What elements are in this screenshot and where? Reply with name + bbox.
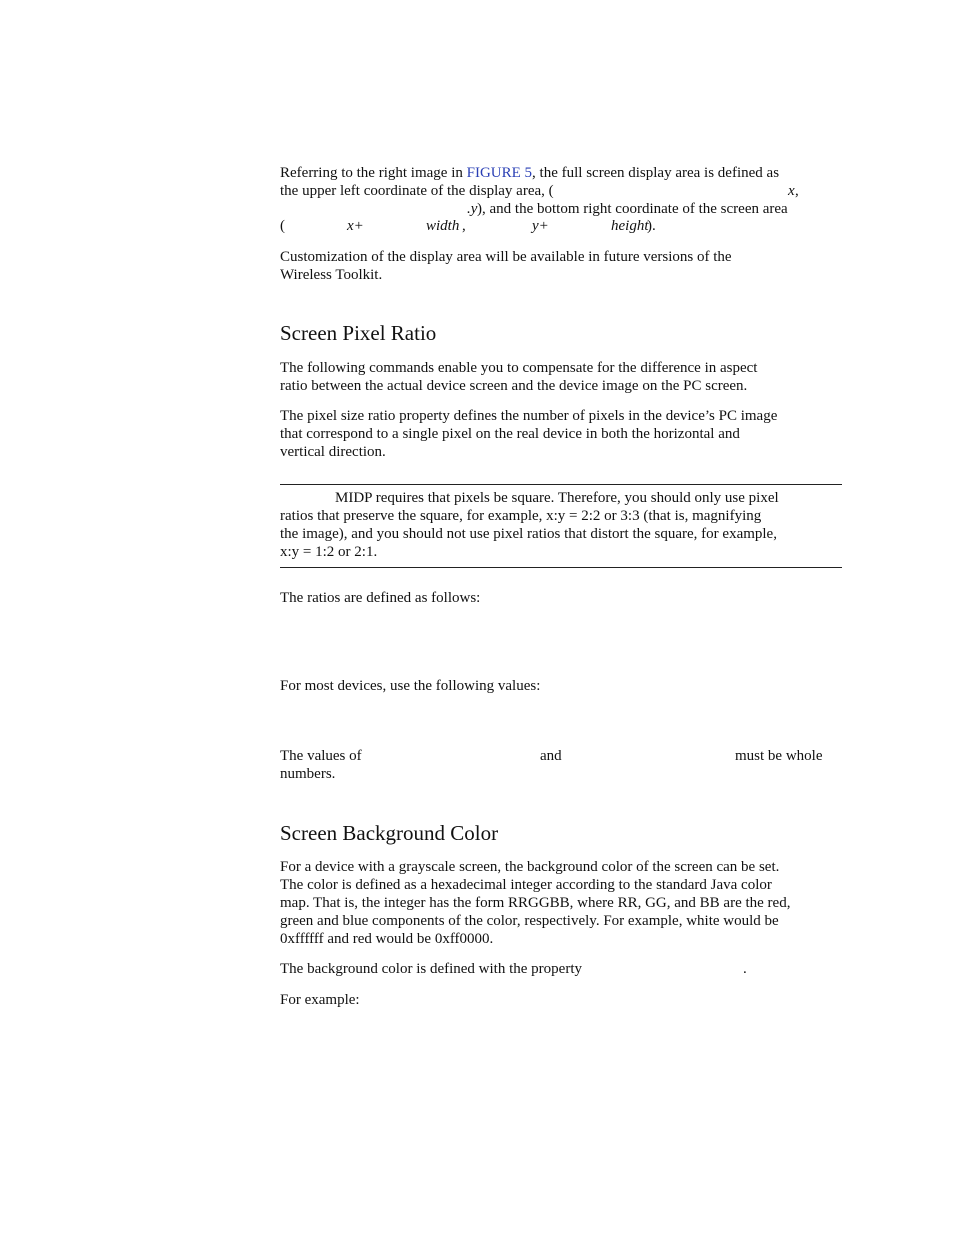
- ratios-defined: The ratios are defined as follows:: [280, 590, 481, 606]
- note-top-rule: [280, 484, 842, 485]
- values-of: The values of: [280, 748, 362, 764]
- note-line-4: x:y = 1:2 or 2:1.: [280, 544, 378, 560]
- pixel-ratio-p2-line-1: The pixel size ratio property defines the number of pixels in the device’s PC image: [280, 408, 778, 424]
- display-area-line-2: the upper left coordinate of the display area, (: [280, 183, 554, 199]
- pixel-ratio-p2-line-2: that correspond to a single pixel on the real device in both the horizontal and: [280, 426, 740, 442]
- text-span: , the full screen display area is defined as: [532, 165, 780, 181]
- bg-color-p1-line-3: map. That is, the integer has the form RRGGBB, where RR, GG, and BB are the red,: [280, 895, 791, 911]
- pixel-ratio-p1-line-2: ratio between the actual device screen and the device image on the PC screen.: [280, 378, 748, 394]
- coord-comma: ,: [795, 183, 799, 199]
- bg-color-property-dot: .: [743, 961, 747, 977]
- heading-screen-background-color: Screen Background Color: [280, 821, 499, 845]
- bg-color-p1-line-5: 0xffffff and red would be 0xff0000.: [280, 931, 494, 947]
- display-area-line-1: [280, 164, 779, 182]
- customization-line-1: Customization of the display area will be available in future versions of the: [280, 249, 732, 265]
- customization-line-2: Wireless Toolkit.: [280, 267, 383, 283]
- values-must-be-whole: must be whole: [735, 748, 823, 764]
- coord-y-plus: y+: [532, 218, 549, 234]
- note-line-2: ratios that preserve the square, for example, x:y = 2:2 or 3:3 (that is, magnifying: [280, 508, 762, 524]
- coord-width: width: [426, 218, 460, 234]
- paren-close: ).: [647, 218, 656, 234]
- coord-y: .y: [467, 201, 478, 217]
- text-span: Referring to the right image in: [280, 165, 467, 181]
- values-and: and: [540, 748, 562, 764]
- note-bottom-rule: [280, 567, 842, 568]
- most-devices: For most devices, use the following values:: [280, 678, 541, 694]
- bg-color-p1-line-2: The color is defined as a hexadecimal integer according to the standard Java color: [280, 877, 772, 893]
- display-area-line-3: ), and the bottom right coordinate of the screen area: [477, 201, 788, 217]
- bg-color-p1-line-4: green and blue components of the color, respectively. For example, white would be: [280, 913, 779, 929]
- figure-5-link[interactable]: FIGURE 5: [466, 165, 533, 181]
- heading-screen-pixel-ratio: Screen Pixel Ratio: [280, 321, 437, 345]
- coord-comma-2: ,: [462, 218, 466, 234]
- coord-height: height: [611, 218, 649, 234]
- note-line-1: MIDP requires that pixels be square. Therefore, you should only use pixel: [335, 490, 779, 506]
- coord-x: x: [788, 183, 795, 199]
- bg-color-p1-line-1: For a device with a grayscale screen, the background color of the screen can be set.: [280, 859, 780, 875]
- pixel-ratio-p1-line-1: The following commands enable you to compensate for the difference in aspect: [280, 360, 758, 376]
- bg-color-property-text: The background color is defined with the property: [280, 961, 582, 977]
- pixel-ratio-p2-line-3: vertical direction.: [280, 444, 386, 460]
- values-numbers: numbers.: [280, 766, 336, 782]
- paren-open: (: [280, 218, 285, 234]
- coord-x-plus: x+: [347, 218, 364, 234]
- for-example: For example:: [280, 992, 360, 1008]
- note-line-3: the image), and you should not use pixel ratios that distort the square, for example,: [280, 526, 777, 542]
